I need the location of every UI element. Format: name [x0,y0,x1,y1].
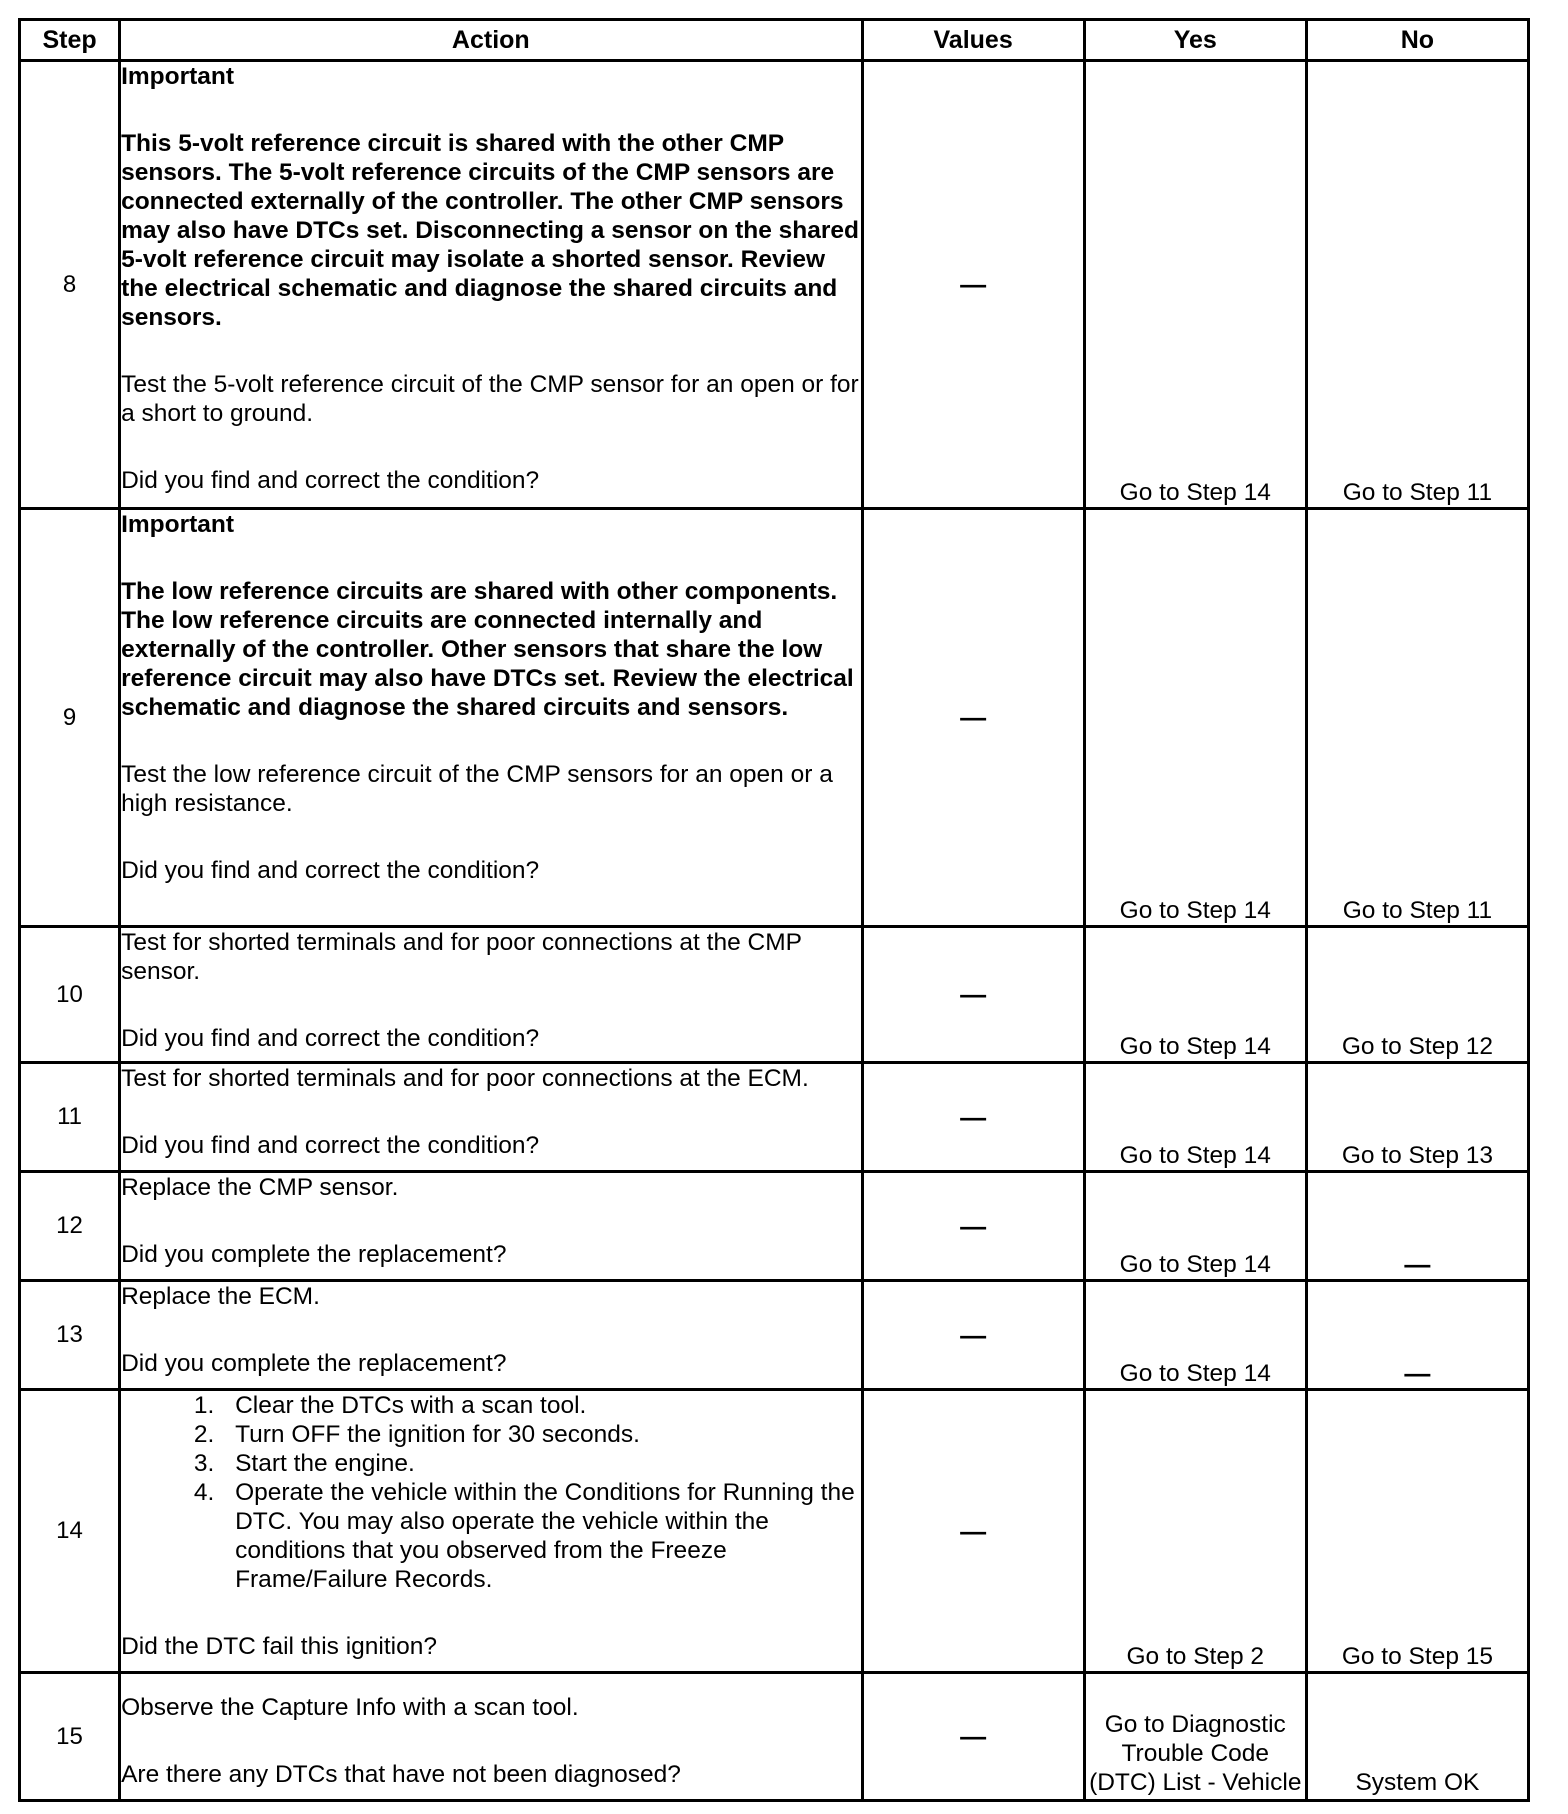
header-values: Values [862,20,1084,61]
no-cell: Go to Step 12 [1306,927,1528,1063]
instruction-text: Test the low reference circuit of the CMP sensors for an open or a high resistance. [121,761,833,817]
list-item: 3. Start the engine. [221,1449,860,1478]
no-cell: — [1306,1281,1528,1390]
action-cell [120,1390,862,1673]
instruction-text: Test for shorted terminals and for poor connections at the ECM. [121,1065,809,1092]
yes-cell: Go to Step 14 [1084,927,1306,1063]
action-cell [120,509,862,927]
table-row-step-9 [20,509,1529,927]
table-row-step-11 [20,1063,1529,1172]
important-title: Important [121,511,235,538]
table-row-step-15 [20,1673,1529,1801]
header-row [20,20,1529,61]
header-yes: Yes [1084,20,1306,61]
values-cell: — [862,1063,1084,1172]
important-body: This 5-volt reference circuit is shared with the other CMP sensors. The 5-volt reference circuits of the CMP sensors are connected externally of the controller. The other CMP sensors may also have DTCs set. Disconnecting a sensor on the shared 5-volt reference circuit may isolate a shorted sensor. Review the electrical schematic and diagnose the shared circuits and sensors. [121,130,860,331]
step-number: 11 [20,1063,120,1172]
action-cell [120,61,862,509]
question-text: Did you complete the replacement? [121,1350,507,1377]
yes-cell: Go to Step 14 [1084,61,1306,509]
no-cell: — [1306,1172,1528,1281]
yes-cell: Go to Step 14 [1084,1172,1306,1281]
values-cell: — [862,1390,1084,1673]
values-cell: — [862,927,1084,1063]
action-cell [120,1673,862,1801]
table-row-step-8 [20,61,1529,509]
instruction-text: Replace the ECM. [121,1283,320,1310]
list-item: 1. Clear the DTCs with a scan tool. [221,1391,860,1420]
list-item: 2. Turn OFF the ignition for 30 seconds. [221,1420,860,1449]
no-cell: Go to Step 15 [1306,1390,1528,1673]
question-text: Did you complete the replacement? [121,1241,507,1268]
table-row-step-12 [20,1172,1529,1281]
important-body: The low reference circuits are shared with other components. The low reference circuits are connected internally and externally of the controller. Other sensors that share the low reference circuit may also have DTCs set. Review the electrical schematic and diagnose the shared circuits and sensors. [121,578,854,721]
step-number: 12 [20,1172,120,1281]
yes-cell: Go to Step 14 [1084,1063,1306,1172]
action-cell [120,927,862,1063]
header-action: Action [120,20,862,61]
action-cell [120,1172,862,1281]
header-no: No [1306,20,1528,61]
question-text: Did you find and correct the condition? [121,1132,540,1159]
instruction-text: Test the 5-volt reference circuit of the CMP sensor for an open or for a short to ground. [121,371,859,427]
values-cell: — [862,61,1084,509]
question-text: Are there any DTCs that have not been diagnosed? [121,1761,681,1788]
instruction-text: Test for shorted terminals and for poor connections at the CMP sensor. [121,929,802,985]
question-text: Did the DTC fail this ignition? [121,1633,437,1660]
important-title: Important [121,63,235,90]
no-cell: Go to Step 11 [1306,61,1528,509]
list-item: 4. Operate the vehicle within the Conditions for Running the DTC. You may also operate the vehicle within the conditions that you observed from the Freeze Frame/Failure Records. [221,1478,860,1594]
question-text: Did you find and correct the condition? [121,1025,540,1052]
yes-cell: Go to Step 14 [1084,509,1306,927]
values-cell: — [862,1172,1084,1281]
step-number: 9 [20,509,120,927]
header-step: Step [20,20,120,61]
instruction-text: Replace the CMP sensor. [121,1174,399,1201]
action-cell [120,1281,862,1390]
yes-cell: Go to Step 14 [1084,1281,1306,1390]
yes-cell: Go to Step 2 [1084,1390,1306,1673]
table-row-step-10 [20,927,1529,1063]
procedure-list [121,1391,860,1594]
yes-cell: Go to Diagnostic Trouble Code (DTC) List - Vehicle [1084,1673,1306,1801]
question-text: Did you find and correct the condition? [121,467,540,494]
question-text: Did you find and correct the condition? [121,857,540,884]
step-number: 15 [20,1673,120,1801]
step-number: 8 [20,61,120,509]
table-row-step-13 [20,1281,1529,1390]
diagnostic-table [18,18,1530,1802]
instruction-text: Observe the Capture Info with a scan tool. [121,1694,579,1721]
step-number: 13 [20,1281,120,1390]
no-cell: System OK [1306,1673,1528,1801]
values-cell: — [862,1281,1084,1390]
step-number: 10 [20,927,120,1063]
no-cell: Go to Step 11 [1306,509,1528,927]
table-row-step-14 [20,1390,1529,1673]
values-cell: — [862,1673,1084,1801]
no-cell: Go to Step 13 [1306,1063,1528,1172]
action-cell [120,1063,862,1172]
step-number: 14 [20,1390,120,1673]
values-cell: — [862,509,1084,927]
